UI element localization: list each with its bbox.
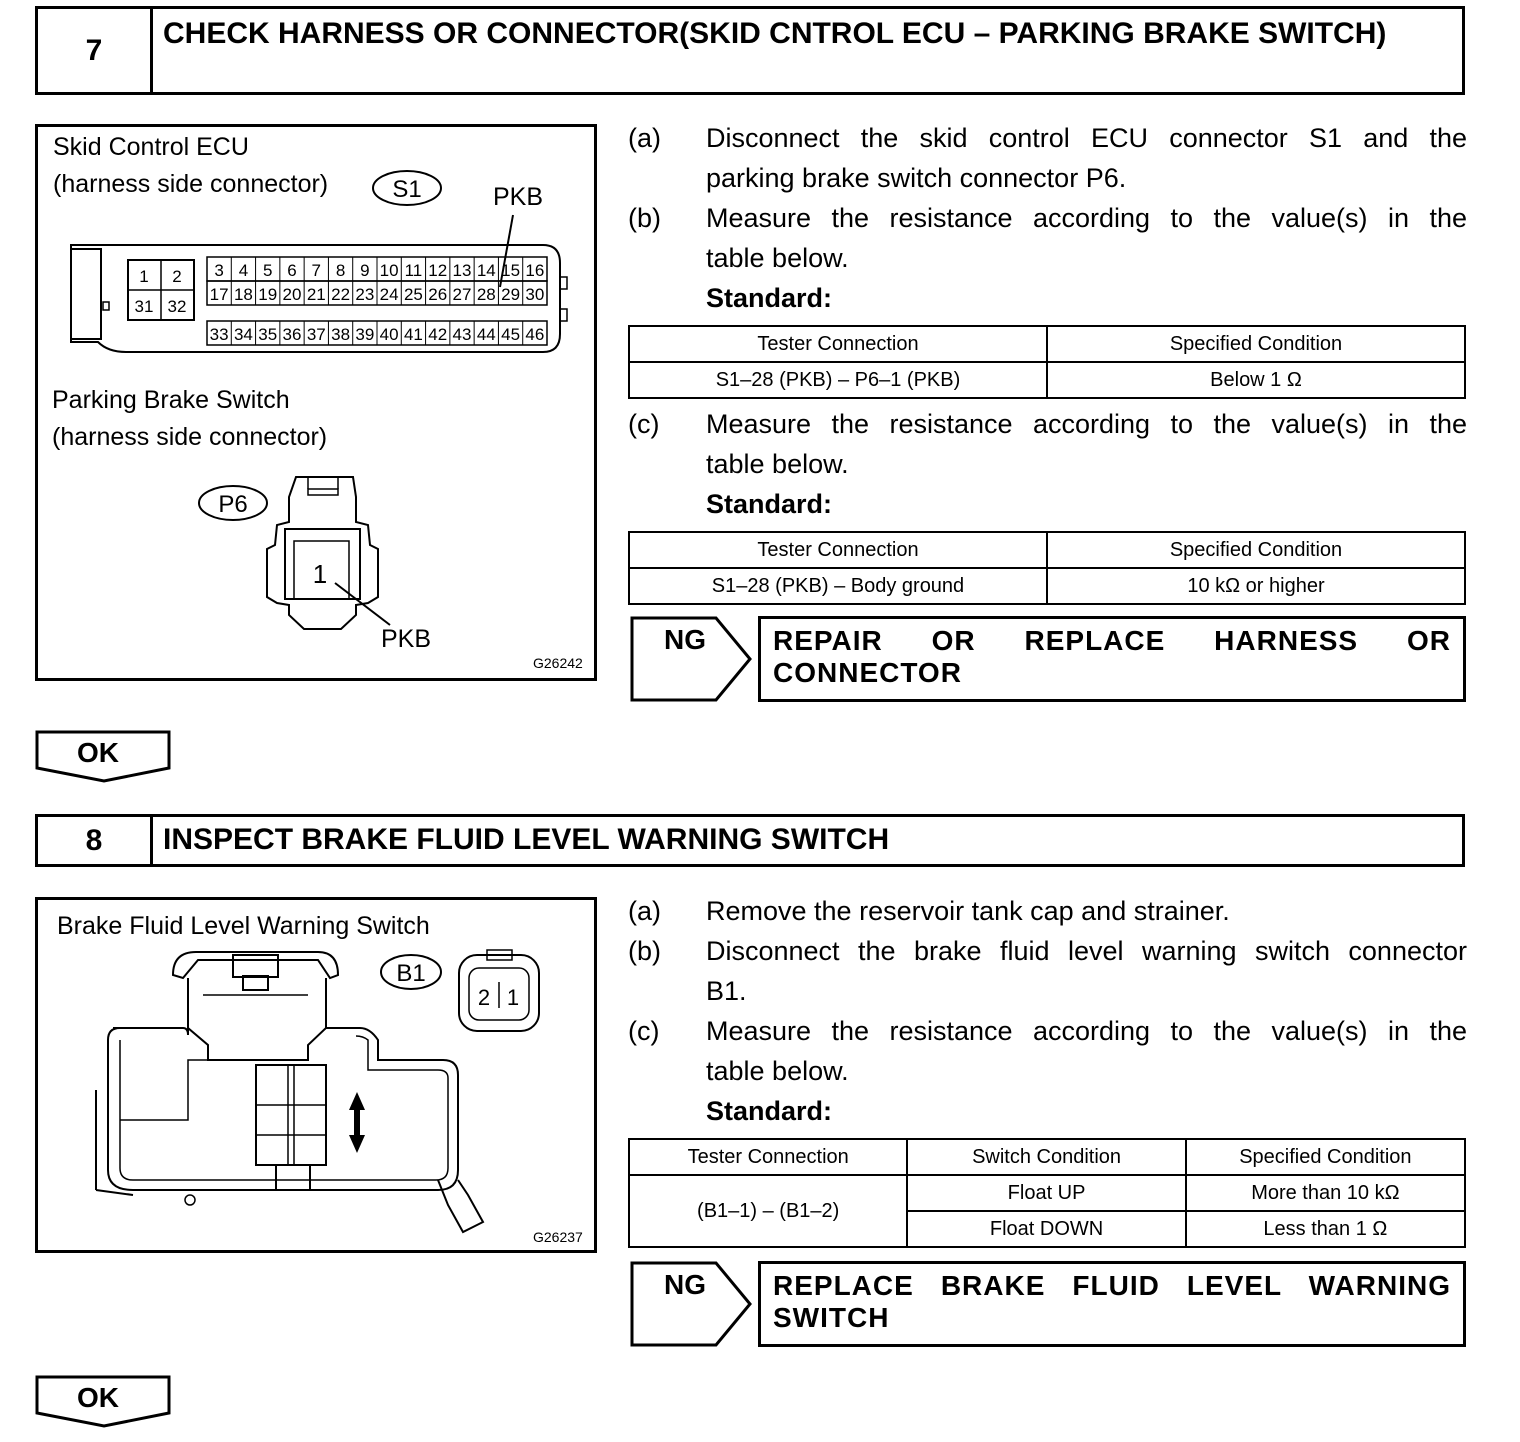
step-number: 8 [38, 817, 153, 864]
ng-action-box [758, 616, 1466, 702]
switch-pin-label: 1 [312, 559, 328, 589]
switch-sub-label: (harness side connector) [52, 423, 328, 451]
step-8-header [35, 814, 1465, 867]
line-label: (b) [628, 203, 661, 233]
figure-code: G26237 [533, 1229, 583, 1245]
ecu-pin: 44 [476, 325, 496, 344]
step-number: 7 [38, 9, 153, 92]
ecu-pin: 17 [209, 285, 229, 304]
ecu-pin: 31 [134, 297, 154, 316]
ecu-sub-label: (harness side connector) [53, 170, 329, 198]
standard-label: Standard: [706, 489, 833, 519]
line-text: Measure the resistance according to the value(s) in the [706, 409, 1467, 439]
ecu-pin: 34 [233, 325, 253, 344]
ecu-pin: 9 [360, 261, 370, 280]
line-text: table below. [706, 449, 849, 479]
b1-pin-2: 2 [477, 985, 491, 1010]
ng-action-line: SWITCH [773, 1302, 890, 1333]
line-text: Measure the resistance according to the value(s) in the [706, 1016, 1467, 1046]
table-header: Tester Connection [629, 532, 1047, 568]
ecu-pin: 23 [355, 285, 375, 304]
line-text: parking brake switch connector P6. [706, 163, 1127, 193]
table-cell: 10 kΩ or higher [1047, 568, 1465, 604]
ng-action-text [773, 625, 1451, 689]
ecu-pin: 15 [501, 261, 521, 280]
ecu-pin: 7 [311, 261, 322, 280]
ecu-pin: 4 [238, 261, 249, 280]
ecu-pin: 43 [452, 325, 472, 344]
ecu-pin: 18 [233, 285, 253, 304]
table-cell: Float UP [907, 1175, 1185, 1211]
ok-label: OK [77, 737, 119, 768]
table-header: Tester Connection [629, 1139, 907, 1175]
spec-table-2 [628, 531, 1466, 605]
ng-label: NG [664, 624, 706, 655]
ecu-pin: 22 [331, 285, 351, 304]
table-cell: Below 1 Ω [1047, 362, 1465, 398]
step-line-c [628, 404, 1467, 484]
ng-label: NG [664, 1269, 706, 1300]
ecu-pin: 40 [379, 325, 399, 344]
ecu-pin: 24 [379, 285, 399, 304]
line-label: (c) [628, 1016, 660, 1046]
ecu-pin: 16 [525, 261, 545, 280]
line-label: (a) [628, 896, 661, 926]
pkb-label-top: PKB [493, 183, 544, 211]
ecu-pin: 41 [403, 325, 423, 344]
standard-label: Standard: [706, 1096, 833, 1126]
table-cell: S1–28 (PKB) – P6–1 (PKB) [629, 362, 1047, 398]
table-cell: Less than 1 Ω [1186, 1211, 1465, 1247]
step-line-a [628, 118, 1467, 198]
line-text: Remove the reservoir tank cap and strainer. [706, 896, 1230, 926]
connector-p6-label: P6 [218, 491, 248, 518]
ecu-pin: 45 [501, 325, 521, 344]
ecu-pin: 35 [258, 325, 278, 344]
table-cell: Float DOWN [907, 1211, 1185, 1247]
step-line-b [628, 931, 1467, 1011]
ecu-pin: 1 [139, 267, 149, 286]
table-cell: S1–28 (PKB) – Body ground [629, 568, 1047, 604]
table-header: Specified Condition [1047, 532, 1465, 568]
table-cell: (B1–1) – (B1–2) [629, 1175, 907, 1247]
ng-action-line: CONNECTOR [773, 657, 962, 688]
ecu-pin: 20 [282, 285, 302, 304]
step-7-header [35, 6, 1465, 95]
ng-action-box [758, 1261, 1466, 1347]
ecu-pin: 11 [404, 261, 423, 280]
ng-action-line: REPAIR OR REPLACE HARNESS OR [773, 625, 1451, 656]
ecu-pin: 6 [287, 261, 297, 280]
ecu-pin: 13 [452, 261, 472, 280]
table-cell: More than 10 kΩ [1186, 1175, 1465, 1211]
step-title: INSPECT BRAKE FLUID LEVEL WARNING SWITCH [163, 823, 890, 856]
ecu-pin: 28 [476, 285, 496, 304]
spec-table-1 [628, 325, 1466, 399]
b1-pin-1: 1 [506, 985, 520, 1010]
connector-s1-label: S1 [392, 176, 422, 203]
line-text: B1. [706, 976, 747, 1006]
line-label: (b) [628, 936, 661, 966]
step-line-b [628, 198, 1467, 278]
line-text: table below. [706, 1056, 849, 1086]
ecu-label: Skid Control ECU [53, 133, 249, 161]
ecu-pin: 27 [452, 285, 472, 304]
line-text: Disconnect the brake fluid level warning switch connector [706, 936, 1467, 966]
ecu-pin: 30 [525, 285, 545, 304]
table-header: Specified Condition [1186, 1139, 1465, 1175]
ng-action-line: REPLACE BRAKE FLUID LEVEL WARNING [773, 1270, 1451, 1301]
pkb-label-bottom: PKB [381, 625, 432, 653]
line-label: (a) [628, 123, 661, 153]
ecu-pin: 12 [428, 261, 448, 280]
ecu-pin: 33 [209, 325, 229, 344]
step-title: CHECK HARNESS OR CONNECTOR(SKID CNTROL ECU – PARKING BRAKE SWITCH) [163, 17, 1387, 50]
line-label: (c) [628, 409, 660, 439]
ecu-pin: 19 [258, 285, 278, 304]
table-header: Switch Condition [907, 1139, 1185, 1175]
ng-action-text [773, 1270, 1451, 1334]
ecu-pin: 42 [428, 325, 448, 344]
ecu-pin: 3 [214, 261, 224, 280]
ecu-pin: 37 [306, 325, 326, 344]
ecu-pin: 25 [403, 285, 423, 304]
ecu-pin: 26 [428, 285, 448, 304]
line-text: Disconnect the skid control ECU connector S1 and the [706, 123, 1467, 153]
table-header: Specified Condition [1047, 326, 1465, 362]
table-header: Tester Connection [629, 326, 1047, 362]
ecu-pin: 14 [476, 261, 496, 280]
line-text: table below. [706, 243, 849, 273]
line-text: Measure the resistance according to the value(s) in the [706, 203, 1467, 233]
ecu-pin: 21 [306, 285, 326, 304]
step-7-figure [35, 124, 597, 681]
ecu-pin: 2 [172, 267, 182, 286]
reservoir-diagram [38, 900, 594, 1250]
ecu-pin: 8 [335, 261, 346, 280]
step-line-a [628, 891, 1467, 931]
ecu-pin: 5 [262, 261, 273, 280]
ecu-pin: 39 [355, 325, 375, 344]
ok-label: OK [77, 1382, 119, 1413]
brake-switch-label: Brake Fluid Level Warning Switch [57, 912, 430, 940]
ecu-pin: 10 [379, 261, 399, 280]
ecu-pin: 38 [331, 325, 351, 344]
step-line-c [628, 1011, 1467, 1091]
ecu-pin: 46 [525, 325, 545, 344]
figure-code: G26242 [533, 655, 583, 671]
standard-label: Standard: [706, 283, 833, 313]
spec-table-3 [628, 1138, 1466, 1248]
step-8-figure [35, 897, 597, 1253]
switch-label: Parking Brake Switch [52, 386, 290, 414]
connector-b1-label: B1 [396, 960, 426, 987]
ecu-pin: 36 [282, 325, 302, 344]
ecu-pin: 29 [501, 285, 521, 304]
ecu-pin: 32 [167, 297, 187, 316]
